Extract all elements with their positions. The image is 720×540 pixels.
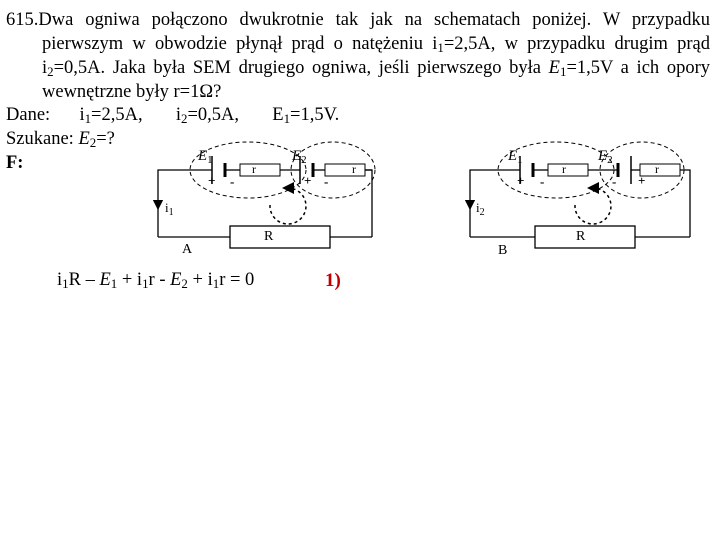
circuit-2-wire-left xyxy=(470,170,520,200)
circuit-1-e2-label: $E_2$ xyxy=(292,148,307,166)
circuit-2-r2-label: r xyxy=(655,162,659,176)
given-i1-sub: 1 xyxy=(84,111,92,127)
given-i2-value: =0,5A, xyxy=(187,105,239,125)
circuit-1-r1-label: r xyxy=(252,162,256,176)
problem-line-2b: 1 xyxy=(437,40,444,56)
circuit-1-node-a-label: A xyxy=(182,242,193,257)
circuit-2-e1-label: $E_1$ xyxy=(508,148,523,166)
problem-line-3f: =1,5V a ich xyxy=(566,58,660,78)
sought-e2: E xyxy=(78,129,90,149)
circuit-1-wire-right xyxy=(350,170,372,237)
problem-paragraph xyxy=(6,8,710,104)
given-label: Dane: xyxy=(6,105,51,125)
circuit-1-plus-1: + xyxy=(208,173,216,188)
circuit-1-r2-label: r xyxy=(352,162,356,176)
circuit-1-plus-2: + xyxy=(304,173,312,188)
sought-e2-sub: 2 xyxy=(89,135,97,151)
circuit-2-minus-2: - xyxy=(612,174,617,189)
eq-i1c-sub: 1 xyxy=(212,276,220,292)
eq-i: i xyxy=(57,270,63,290)
circuit-1-wire-left xyxy=(158,170,212,200)
eq-r-term: R – xyxy=(68,270,100,290)
eq-e2: E xyxy=(170,270,182,290)
sought-value: =? xyxy=(96,129,115,149)
answer-marker: 1) xyxy=(325,270,341,291)
given-i2-sub: 2 xyxy=(180,111,188,127)
circuit-1-e1-label: $E_1$ xyxy=(198,148,213,166)
circuit-1 xyxy=(158,142,375,257)
circuit-1-loop-direction-icon xyxy=(270,188,306,224)
eq-e1: E xyxy=(99,270,111,290)
given-e1-value: =1,5V. xyxy=(290,105,340,125)
given-e1: E xyxy=(272,105,284,125)
problem-line-2c: =2,5A, w przypadku drugim prąd xyxy=(443,34,710,54)
given-row xyxy=(6,104,339,126)
eq-end: r = 0 xyxy=(219,270,255,290)
given-e1-sub: 1 xyxy=(283,111,291,127)
circuit-2-minus-1: - xyxy=(540,174,545,189)
problem-line-2a: pierwszym w obwodzie płynął prąd o natężeniu i xyxy=(42,34,438,54)
problem-line-3d: E xyxy=(548,58,560,78)
circuit-1-minus-2: - xyxy=(324,174,329,189)
circuit-2-r1-label: r xyxy=(562,162,566,176)
circuit-1-cell2-r-box xyxy=(325,164,365,176)
eq-e1-sub: 1 xyxy=(110,276,118,292)
eq-i1b: + i xyxy=(117,270,143,290)
circuit-1-current-label: $i_1$ xyxy=(165,200,174,218)
problem-line-3c: =0,5A. Jaka była SEM drugiego ogniwa, jeśli pierwszego była xyxy=(53,58,549,78)
eq-i1c: + i xyxy=(187,270,213,290)
circuit-2-plus-1: + xyxy=(517,173,525,188)
formulas-label: F: xyxy=(6,153,24,173)
circuit-2-current-label: $i_2$ xyxy=(476,200,485,218)
kirchhoff-equation xyxy=(57,270,254,291)
given-i1-value: =2,5A, xyxy=(91,105,143,125)
circuit-1-resistor-label: R xyxy=(264,229,274,244)
circuit-2-cell1-r-box xyxy=(548,164,588,176)
circuit-1-resistor xyxy=(230,226,330,248)
problem-line-4: opory wewnętrzne były r=1Ω? xyxy=(42,58,711,102)
circuit-2-plus-2: + xyxy=(638,173,646,188)
problem-line-3a: i xyxy=(42,58,48,78)
eq-r-minus: r - xyxy=(148,270,171,290)
circuit-2-resistor-label: R xyxy=(576,229,586,244)
circuit-2 xyxy=(470,142,690,258)
circuit-1-cell1-r-box xyxy=(240,164,280,176)
problem-line-3e: 1 xyxy=(559,64,567,80)
circuit-1-minus-1: - xyxy=(230,174,235,189)
problem-text xyxy=(6,8,710,104)
given-i2: i xyxy=(175,105,181,125)
circuit-2-node-b-label: B xyxy=(498,243,508,258)
given-i1: i xyxy=(79,105,85,125)
eq-e2-sub: 2 xyxy=(181,276,188,292)
problem-line-3b: 2 xyxy=(47,64,54,80)
problem-number: 615. xyxy=(6,10,39,30)
problem-line-1: Dwa ogniwa połączono dwukrotnie tak jak na schematach poniżej. W przypadku xyxy=(38,10,710,30)
eq-i1b-sub: 1 xyxy=(142,276,149,292)
sought-label: Szukane: xyxy=(6,129,79,149)
circuit-2-e2-label: $E_2$ xyxy=(598,148,613,166)
circuit-2-loop-direction-icon xyxy=(575,188,611,224)
eq-i-sub: 1 xyxy=(62,276,69,292)
circuit-2-cell2-r-box xyxy=(640,164,680,176)
